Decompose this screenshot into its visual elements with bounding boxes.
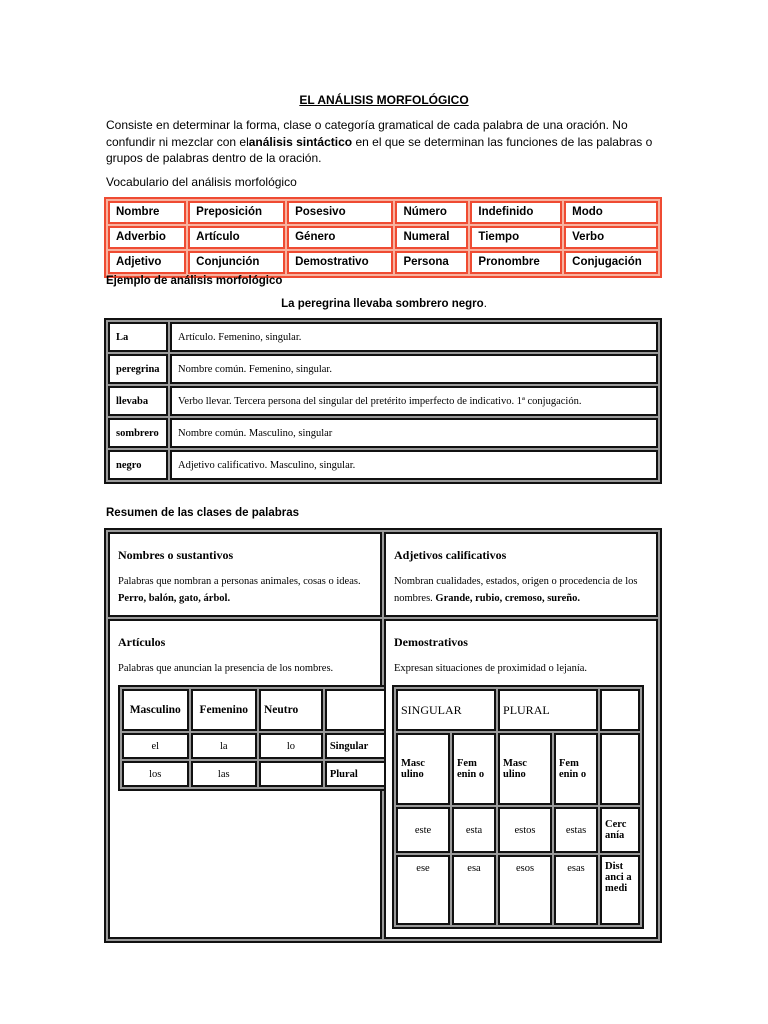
vocab-cell: Demostrativo [287, 251, 393, 274]
example-sentence [0, 298, 768, 310]
articulos-row-label: Singular [325, 733, 394, 759]
vocab-cell: Indefinido [470, 201, 562, 224]
demostrativos-table [392, 685, 644, 929]
vocab-cell: Preposición [188, 201, 285, 224]
demostrativos-value: estas [554, 807, 598, 853]
intro-text-2: en el que se determinan las funciones de las palabras o grupos de palabras dentro de la oración. [106, 134, 653, 165]
vocab-cell: Género [287, 226, 393, 249]
demostrativos-heading: Demostrativos [394, 635, 468, 649]
vocab-cell: Artículo [188, 226, 285, 249]
plural-header: PLURAL [498, 689, 598, 731]
analysis-desc: Artículo. Femenino, singular. [170, 322, 658, 352]
articulos-cell-value: los [122, 761, 189, 787]
nombres-text [118, 573, 372, 607]
example-sentence-text: La peregrina llevaba sombrero negro [281, 298, 484, 310]
summary-table [104, 528, 662, 943]
example-period: . [483, 298, 487, 310]
analysis-word: llevaba [108, 386, 168, 416]
nombres-heading: Nombres o sustantivos [118, 548, 234, 562]
example-label: Ejemplo de análisis morfológico [106, 275, 283, 287]
adjetivos-cell [384, 532, 658, 617]
summary-label: Resumen de las clases de palabras [106, 507, 300, 519]
articulos-header: Femenino [191, 689, 258, 731]
singular-header: SINGULAR [396, 689, 496, 731]
analysis-desc: Nombre común. Masculino, singular [170, 418, 658, 448]
demostrativos-text: Expresan situaciones de proximidad o lejanía. [394, 663, 588, 674]
articulos-cell-value [259, 761, 323, 787]
vocab-cell: Pronombre [470, 251, 562, 274]
analysis-word: La [108, 322, 168, 352]
vocab-cell: Modo [564, 201, 658, 224]
nombres-examples: Perro, balón, gato, árbol. [118, 593, 231, 604]
empty-gender-cell [600, 733, 640, 805]
articulos-row-label: Plural [325, 761, 394, 787]
gender-header: Fem enin o [452, 733, 496, 805]
vocab-cell: Conjunción [188, 251, 285, 274]
analysis-desc: Adjetivo calificativo. Masculino, singular. [170, 450, 658, 480]
vocab-cell: Posesivo [287, 201, 393, 224]
articulos-heading: Artículos [118, 635, 166, 649]
gender-header: Masc ulino [396, 733, 450, 805]
adjetivos-desc: Nombran cualidades, estados, origen o procedencia de los nombres. [394, 576, 638, 604]
vocab-cell: Persona [395, 251, 468, 274]
demostrativos-value: este [396, 807, 450, 853]
demostrativos-distance: Cerc anía [600, 807, 640, 853]
articulos-cell-value: la [191, 733, 258, 759]
adjetivos-text [394, 573, 648, 607]
articulos-cell-value: las [191, 761, 258, 787]
demostrativos-cell [384, 619, 658, 939]
articulos-cell-value: el [122, 733, 189, 759]
gender-header: Fem enin o [554, 733, 598, 805]
intro-text-1: Consiste en determinar la forma, clase o categoría gramatical de cada palabra de una oración. No confundir ni mezclar con el [106, 118, 628, 149]
articulos-text: Palabras que anuncian la presencia de los nombres. [118, 663, 334, 674]
vocab-table [104, 197, 662, 278]
vocab-cell: Adjetivo [108, 251, 186, 274]
demostrativos-value: esa [452, 855, 496, 925]
demostrativos-value: ese [396, 855, 450, 925]
analysis-desc: Nombre común. Femenino, singular. [170, 354, 658, 384]
adjetivos-examples: Grande, rubio, cremoso, sureño. [435, 593, 580, 604]
analysis-word: negro [108, 450, 168, 480]
vocab-cell: Número [395, 201, 468, 224]
vocab-cell: Conjugación [564, 251, 658, 274]
nombres-desc: Palabras que nombran a personas animales, cosas o ideas. [118, 576, 361, 587]
analysis-word: sombrero [108, 418, 168, 448]
empty-header-cell [600, 689, 640, 731]
vocab-cell: Numeral [395, 226, 468, 249]
analysis-table [104, 318, 662, 484]
vocab-cell: Tiempo [470, 226, 562, 249]
articulos-header: Masculino [122, 689, 189, 731]
intro-paragraph [106, 117, 666, 167]
demostrativos-value: esos [498, 855, 552, 925]
vocab-cell: Adverbio [108, 226, 186, 249]
gender-header: Masc ulino [498, 733, 552, 805]
demostrativos-value: esas [554, 855, 598, 925]
articulos-header: Neutro [259, 689, 323, 731]
demostrativos-value: estos [498, 807, 552, 853]
page-title: EL ANÁLISIS MORFOLÓGICO [299, 93, 469, 107]
adjetivos-heading: Adjetivos calificativos [394, 548, 507, 562]
vocab-cell: Verbo [564, 226, 658, 249]
articulos-cell [108, 619, 382, 939]
articulos-table [118, 685, 398, 791]
nombres-cell [108, 532, 382, 617]
articulos-cell-value: lo [259, 733, 323, 759]
vocab-cell: Nombre [108, 201, 186, 224]
demostrativos-distance: Dist anci a medi [600, 855, 640, 925]
analysis-desc: Verbo llevar. Tercera persona del singular del pretérito imperfecto de indicativo. 1ª conjugación. [170, 386, 658, 416]
analysis-word: peregrina [108, 354, 168, 384]
vocab-label: Vocabulario del análisis morfológico [106, 175, 297, 189]
intro-bold-term: análisis sintáctico [248, 134, 353, 149]
demostrativos-value: esta [452, 807, 496, 853]
